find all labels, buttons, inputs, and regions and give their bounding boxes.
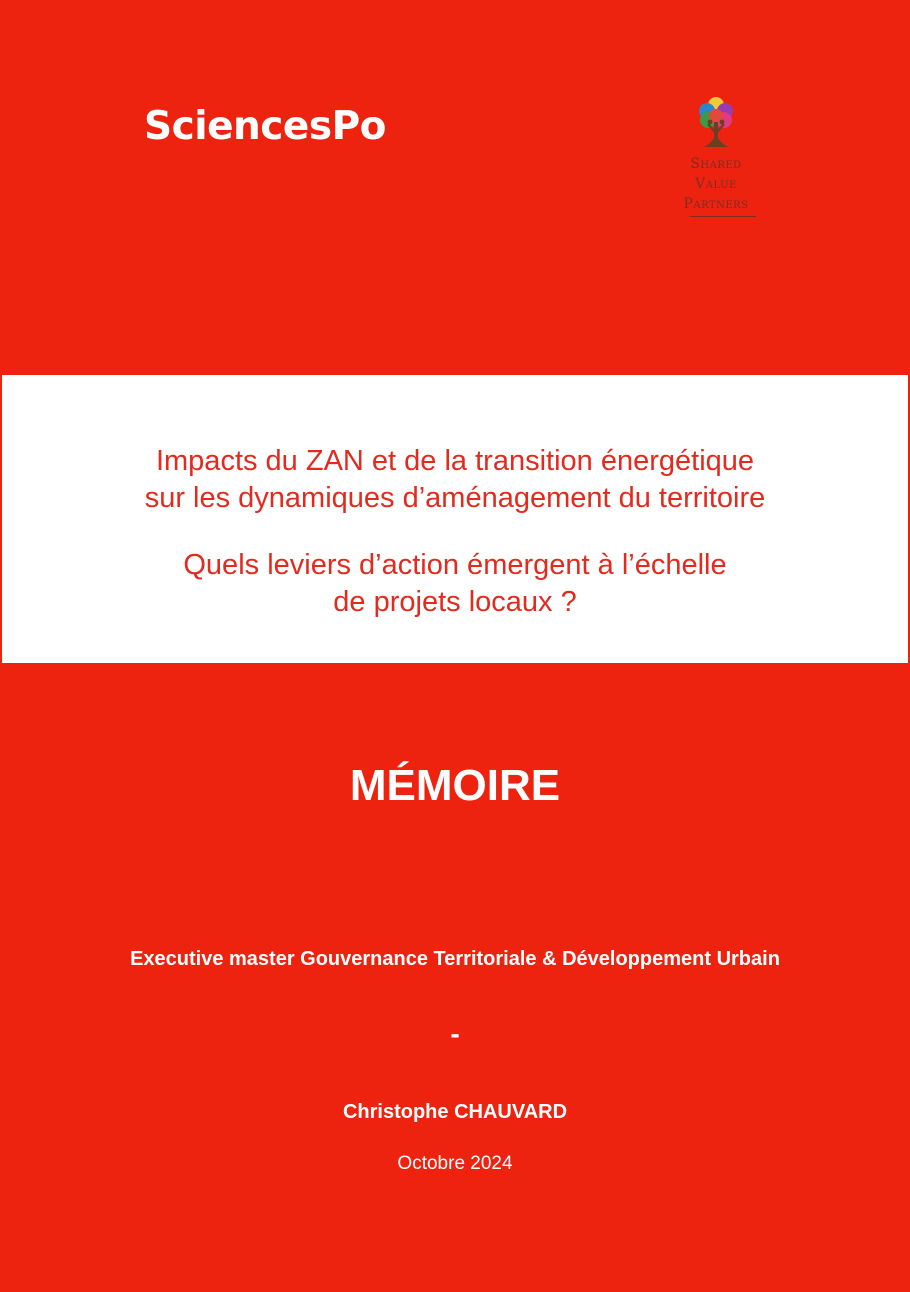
svp-logo-word-1: Shared (690, 156, 742, 172)
title-line-1: Impacts du ZAN et de la transition énergétique (155, 445, 755, 477)
svp-logo-underline (690, 216, 756, 217)
shared-value-partners-logo (664, 92, 768, 222)
question-line-1: Quels leviers d’action émergent à l’échelle (183, 549, 727, 581)
tree-of-people-icon (664, 92, 768, 150)
svp-logo-word-3: Partners (683, 196, 749, 212)
separator-dash: - (450, 1018, 460, 1049)
program-name: Executive master Gouvernance Territoriale & Développement Urbain (130, 948, 780, 970)
document-type-heading: MÉMOIRE (349, 761, 561, 810)
sciencespo-logo: SciencesPo (144, 104, 386, 149)
title-line-2: sur les dynamiques d’aménagement du territoire (144, 482, 766, 514)
title-band (2, 375, 908, 663)
question-line-2: de projets locaux ? (333, 586, 577, 618)
svp-logo-word-2: Value (695, 176, 737, 192)
publication-date: Octobre 2024 (397, 1153, 513, 1174)
author-name: Christophe CHAUVARD (342, 1101, 568, 1123)
